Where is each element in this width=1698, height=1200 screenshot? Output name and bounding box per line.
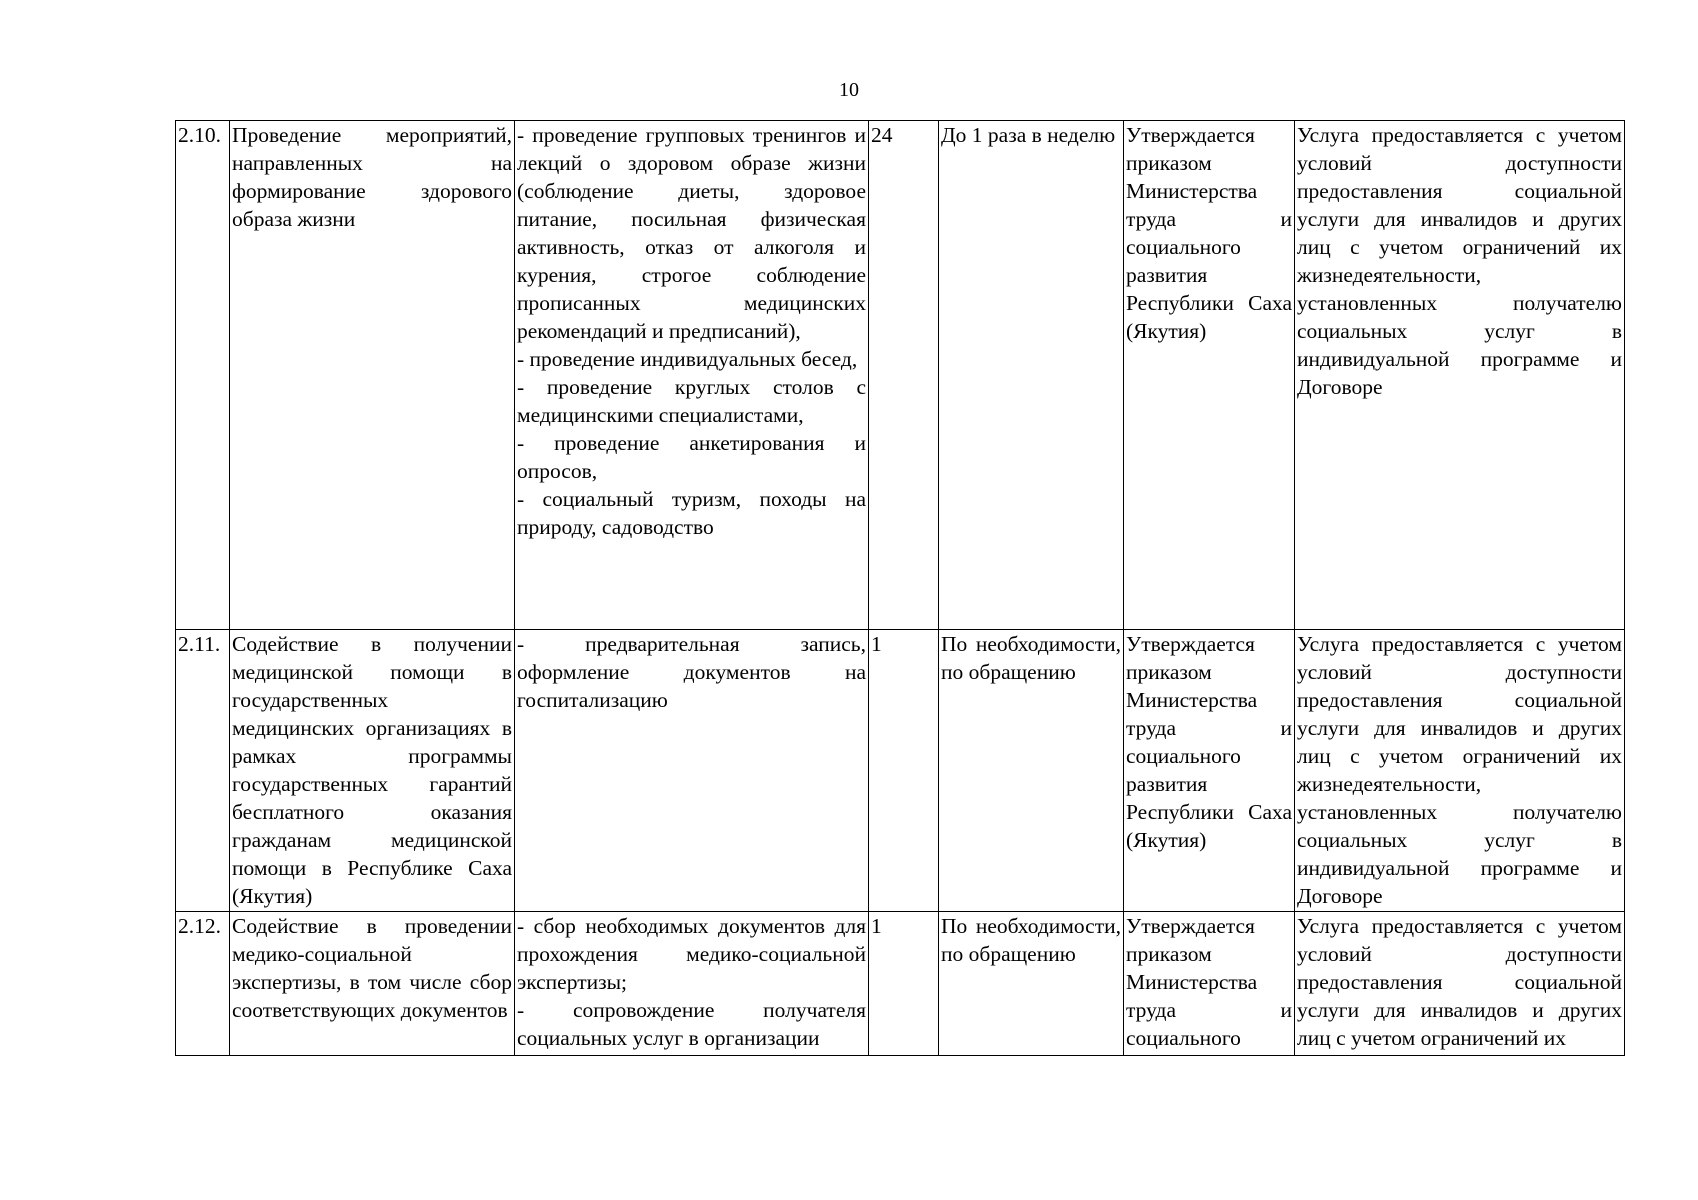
service-cost-cell: Утверждается приказом Министерства труда и социального развития Республики Саха (Якутия) [1124,121,1295,630]
page-number: 10 [839,79,859,101]
service-cost-cell: Утверждается приказом Министерства труда и социального [1124,912,1295,1056]
row-number-cell: 2.11. [176,630,230,912]
service-name-cell: Содействие в получении медицинской помощи в государственных медицинских организациях в рамках программы государственных гарантий бесплатного оказания гражданам медицинской помощи в Республике Саха (Якутия) [230,630,515,912]
services-table [175,120,1625,1056]
service-content-cell: - предварительная запись, оформление документов на госпитализацию [515,630,869,912]
table-row [176,630,1625,912]
service-conditions-cell: Услуга предоставляется с учетом условий доступности предоставления социальной услуги для инвалидов и других лиц с учетом ограничений их жизнедеятельности, установленных получателю социальных услуг в индивидуальной программе и Договоре [1295,630,1625,912]
service-period-cell: По необходимости, по обращению [939,630,1124,912]
service-conditions-cell: Услуга предоставляется с учетом условий доступности предоставления социальной услуги для инвалидов и других лиц с учетом ограничений их жизнедеятельности, установленных получателю социальных услуг в индивидуальной программе и Договоре [1295,121,1625,630]
service-period-cell: До 1 раза в неделю [939,121,1124,630]
row-number-cell: 2.10. [176,121,230,630]
service-cost-cell: Утверждается приказом Министерства труда и социального развития Республики Саха (Якутия) [1124,630,1295,912]
table-row [176,121,1625,630]
service-period-cell: По необходимости, по обращению [939,912,1124,1056]
service-content-cell: - проведение групповых тренингов и лекций о здоровом образе жизни (соблюдение диеты, здоровое питание, посильная физическая активность, отказ от алкоголя и курения, строгое соблюдение прописанных медицинских рекомендаций и предписаний), - проведение индивидуальных бесед, - проведение круглых столов с медицинскими специалистами, - проведение анкетирования и опросов, - социальный туризм, походы на природу, садоводство [515,121,869,630]
service-volume-cell: 1 [869,912,939,1056]
service-conditions-cell: Услуга предоставляется с учетом условий доступности предоставления социальной услуги для инвалидов и других лиц с учетом ограничений их [1295,912,1625,1056]
service-content-cell: - сбор необходимых документов для прохождения медико-социальной экспертизы; - сопровождение получателя социальных услуг в организации [515,912,869,1056]
service-volume-cell: 1 [869,630,939,912]
service-volume-cell: 24 [869,121,939,630]
service-name-cell: Содействие в проведении медико-социальной экспертизы, в том числе сбор соответствующих документов [230,912,515,1056]
row-number-cell: 2.12. [176,912,230,1056]
service-name-cell: Проведение мероприятий, направленных на формирование здорового образа жизни [230,121,515,630]
table-row [176,912,1625,1056]
